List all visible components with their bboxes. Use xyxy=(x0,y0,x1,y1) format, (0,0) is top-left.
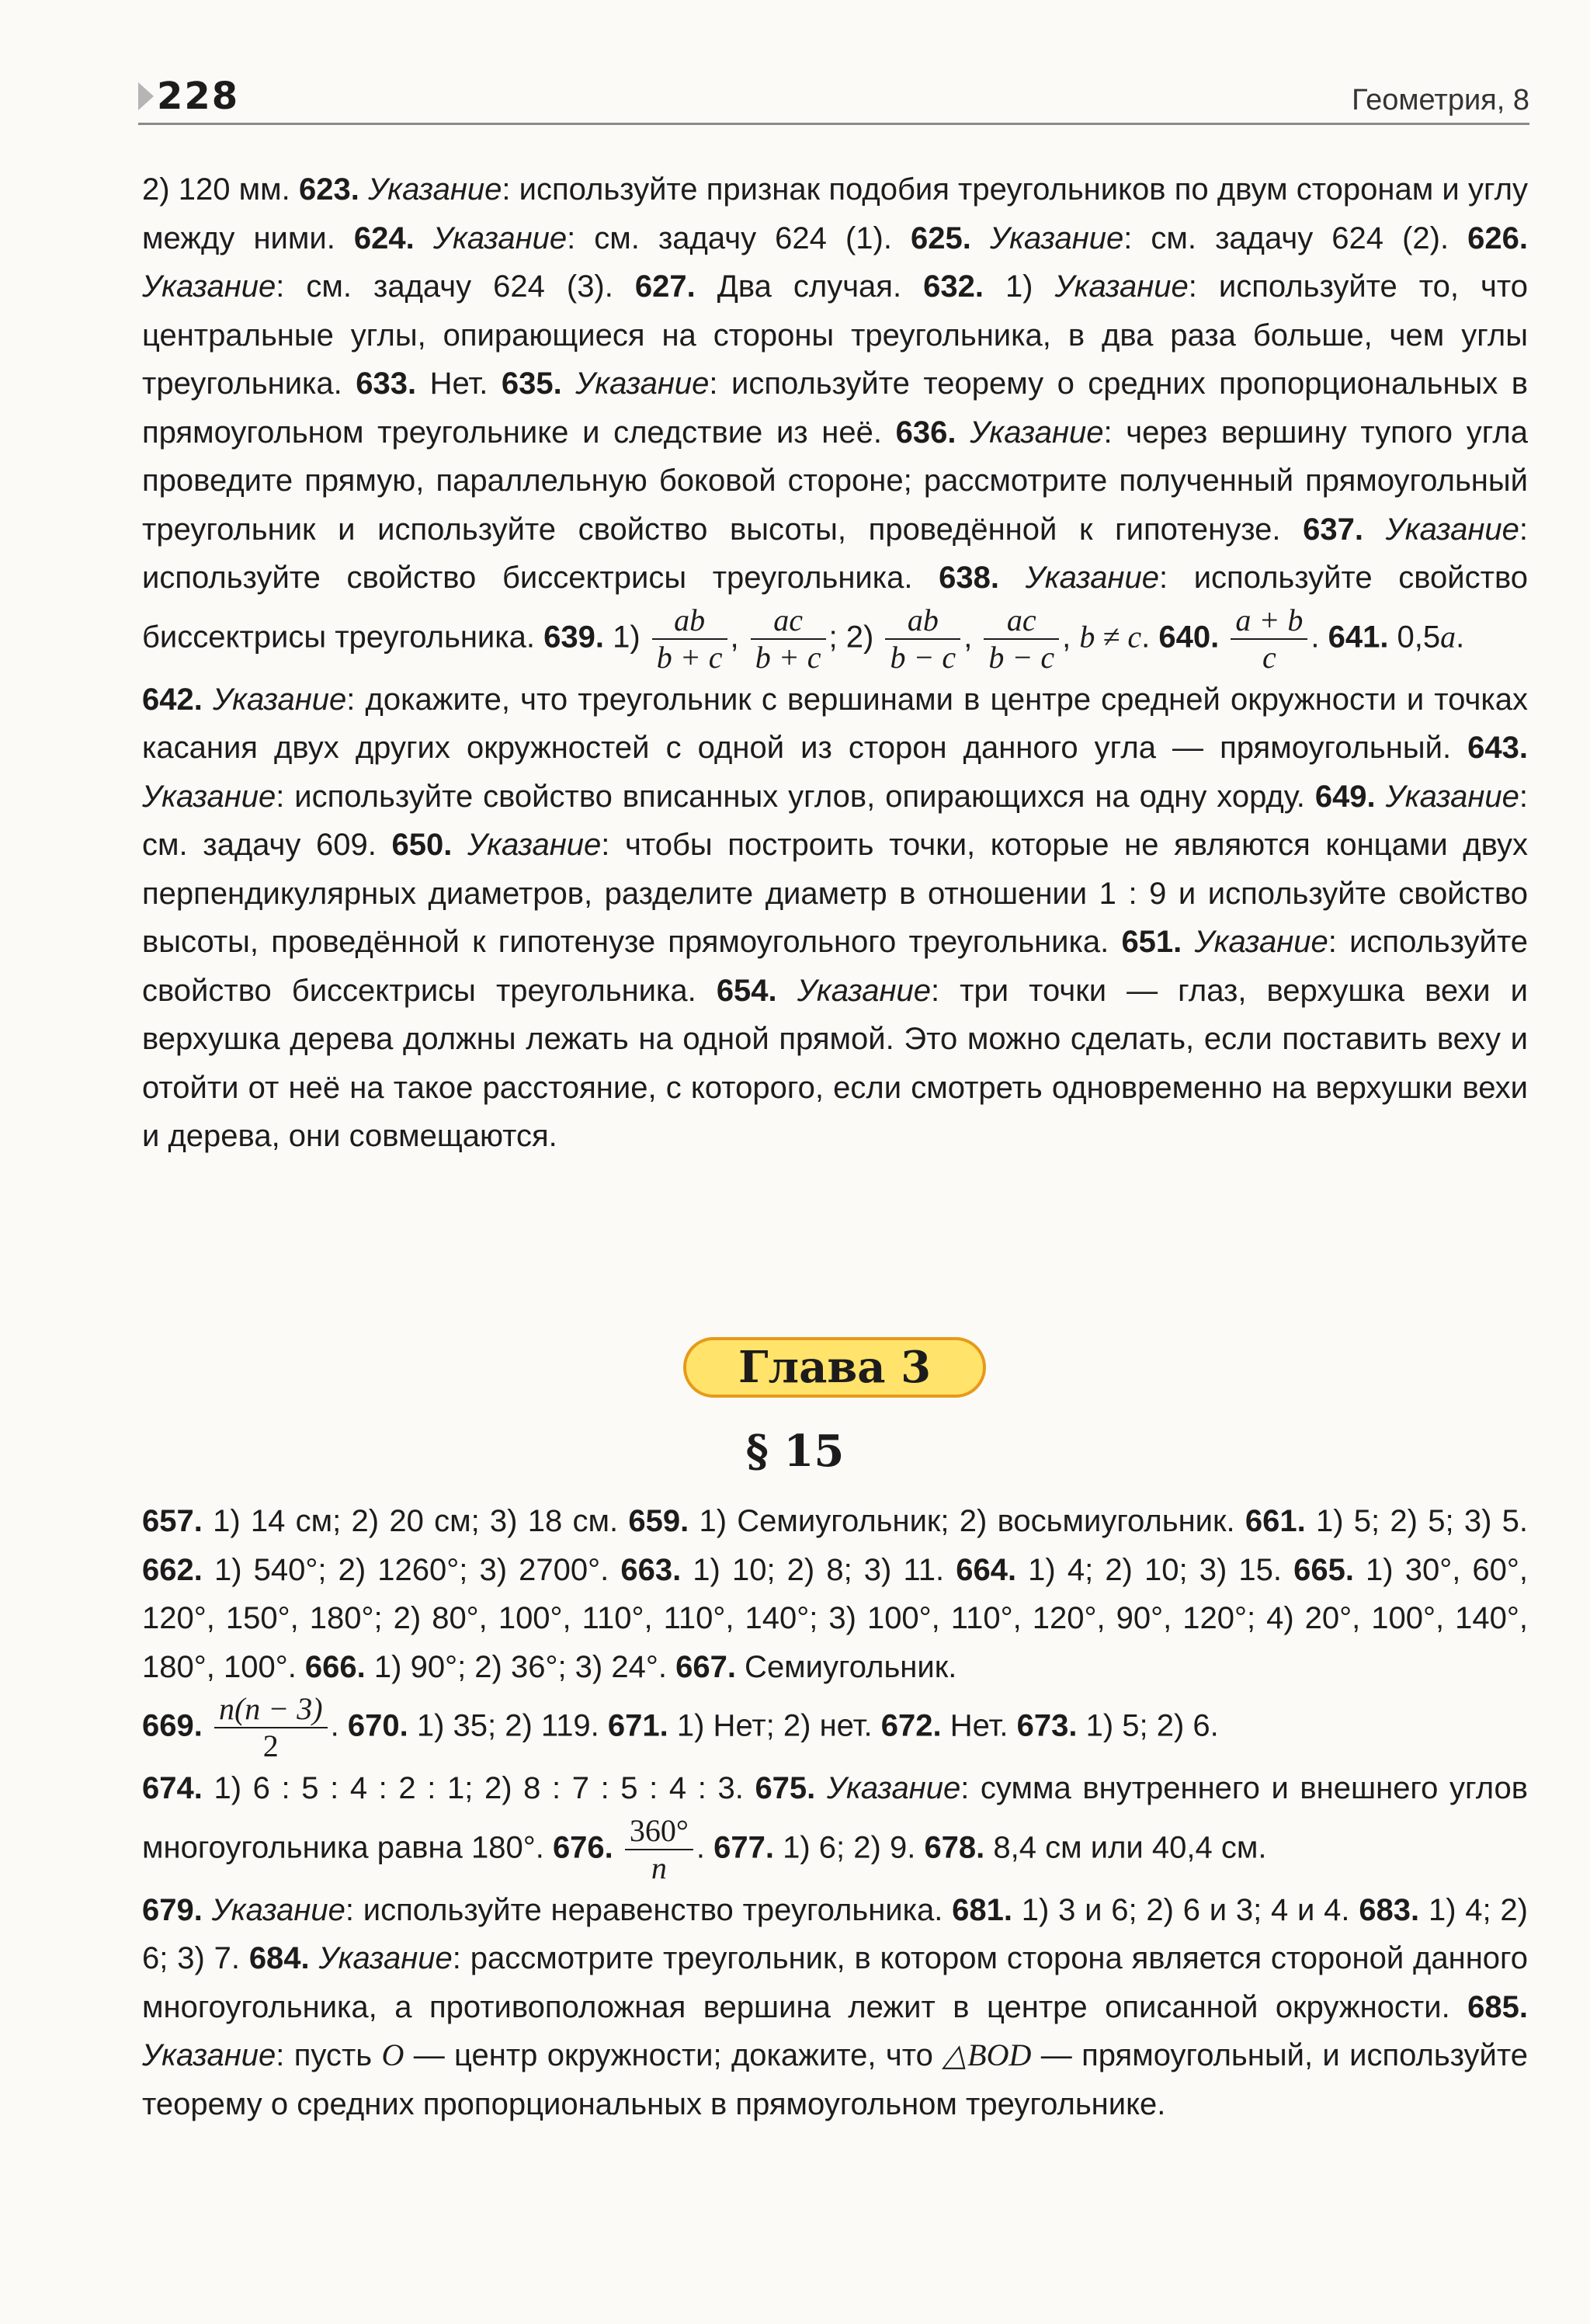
text-run: : используйте свойство вписанных углов, опирающихся на одну хорду. xyxy=(276,779,1315,814)
problem-number: 623. xyxy=(299,172,359,207)
problem-number: 673. xyxy=(1016,1708,1078,1743)
problem-number: 681. xyxy=(952,1892,1013,1927)
text-run: 8,4 см или 40,4 см. xyxy=(984,1830,1267,1865)
paragraph-622-639: 2) 120 мм. 623. Указание: используйте признак подобия треугольников по двум сторонам и углу между ними. 624. Указание: см. задачу 624 (1). 625. Указание: см. задачу 624 (2). 626. Указание: см. задачу 624 (3). 627. Два случая. 632. 1) Указание: используйте то, что центральные углы, опирающиеся на стороны треугольника, в два раза больше, чем углы треугольника. 633. Нет. 635. Указание: используйте теорему о средних пропорциональных в прямоугольном треугольнике и следствие из неё. 636. Указание: через вершину тупого угла проведите прямую, параллельную боковой стороне; рассмотрите полученный прямоугольный треугольник и используйте свойство высоты, проведённой к гипотенузе. 637. Указание: используйте свойство биссектрисы треугольника. 638. Указание: используйте свойство биссектрисы треугольника. 639. 1) $\frac{ab}{b + c}$ , $\frac{ac}{b + c}$ ; 2) $\frac{ab}{b - c}$ , $\frac{ac}{b - c}$ , b ≠ c. 640. $\frac{a + b}{c}$ . 641. 0,5a. xyxy=(142,172,1529,675)
text-run: — центр окружности; докажите, что xyxy=(404,2038,943,2072)
text-run: 1) xyxy=(983,269,1055,304)
problem-number: 626. xyxy=(1467,221,1528,255)
problem-number: 636. xyxy=(895,415,956,450)
variable: a xyxy=(1440,619,1456,655)
problem-number: 678. xyxy=(924,1830,985,1865)
problem-number: 627. xyxy=(634,269,696,304)
page-number: 228 xyxy=(157,75,240,118)
fraction: $\frac{n(n - 3)}{2}$ xyxy=(214,1691,328,1764)
text-run: : через вершину тупого угла проведите прямую, параллельную боковой стороне; рассмотрите полученный прямоугольный треугольник и используйте свойство высоты, проведённой к гипотенузе. xyxy=(142,415,1528,547)
problem-number: 677. xyxy=(713,1830,775,1865)
text-run: 1) Семиугольник; 2) восьмиугольник. xyxy=(689,1504,1245,1538)
problem-number: 665. xyxy=(1293,1552,1354,1587)
text-run: : используйте свойство биссектрисы треугольника. xyxy=(142,925,1528,1008)
hint-label: Указание xyxy=(142,779,276,814)
hint-label: Указание xyxy=(1385,512,1519,547)
problem-number: 676. xyxy=(552,1830,613,1865)
hint-label: Указание xyxy=(142,269,276,304)
problem-number: 624. xyxy=(353,221,415,255)
paragraph-657-667 xyxy=(142,1497,1528,1691)
problem-number: 657. xyxy=(142,1504,203,1538)
fraction: $\frac{ac}{b - c}$ xyxy=(984,603,1059,676)
fraction: $\frac{a + b}{c}$ xyxy=(1231,603,1307,676)
hint-label: Указание xyxy=(1385,779,1519,814)
fraction: $\frac{ab}{b - c}$ xyxy=(885,603,960,676)
text-run: Нет. xyxy=(941,1708,1017,1743)
text-run: : чтобы построить точки, которые не являются концами двух перпендикулярных диаметров, разделите диаметр в отношении 1 : 9 и используйте свойство высоты, проведённой к гипотенузе прямоугольного треугольника. xyxy=(142,828,1529,959)
paragraph-674-678: 674. 1) 6 : 5 : 4 : 2 : 1; 2) 8 : 7 : 5 : 4 : 3. 675. Указание: сумма внутреннего и внешнего углов многоугольника равна 180°. 676. $\frac{360^\circ}{n}$ . 677. 1) 6; 2) 9. 678. 8,4 см или 40,4 см. xyxy=(142,1771,1528,1885)
problem-number: 643. xyxy=(1467,731,1528,765)
problem-number: 675. xyxy=(755,1771,816,1805)
chapter-badge xyxy=(683,1337,986,1398)
hint-label: Указание xyxy=(970,415,1104,450)
paragraph-642-654 xyxy=(142,676,1528,1161)
problem-number: 625. xyxy=(911,221,971,255)
problem-number: 669. xyxy=(142,1708,203,1743)
problem-number: 670. xyxy=(347,1708,408,1743)
hint-label: Указание xyxy=(142,2038,276,2072)
problem-number: 674. xyxy=(142,1771,203,1805)
hint-label: Указание xyxy=(989,221,1124,255)
problem-number: 662. xyxy=(142,1552,203,1587)
hint-label: Указание xyxy=(211,1892,345,1927)
page-number-group xyxy=(138,75,239,118)
text-run: Семиугольник. xyxy=(735,1649,957,1684)
text-run: 1) xyxy=(604,620,649,655)
text-run: : докажите, что треугольник с вершинами в центре средней окружности и точках касания двух других окружностей с одной из сторон данного угла — прямоугольный. xyxy=(142,682,1528,765)
text-run: : используйте свойство биссектрисы треугольника. xyxy=(142,512,1528,595)
hint-label: Указание xyxy=(318,1941,453,1975)
text-run: 1) 3 и 6; 2) 6 и 3; 4 и 4. xyxy=(1012,1892,1359,1927)
text-run: 1) 14 см; 2) 20 см; 3) 18 см. xyxy=(202,1504,629,1538)
text-run: : см. задачу 624 (1). xyxy=(567,221,911,255)
problem-number: 679. xyxy=(142,1892,203,1927)
fraction: $\frac{360^\circ}{n}$ xyxy=(625,1813,693,1886)
problem-number: 659. xyxy=(628,1504,689,1538)
text-run: 1) 6 : 5 : 4 : 2 : 1; 2) 8 : 7 : 5 : 4 : 3. xyxy=(202,1771,755,1805)
problem-number: 650. xyxy=(391,828,453,862)
paragraph-669-673: 669. $\frac{n(n - 3)}{2}$ . 670. 1) 35; 2) 119. 671. 1) Нет; 2) нет. 672. Нет. 673. 1) 5; 2) 6. xyxy=(142,1691,1219,1763)
text-run: — прямоугольный, и используйте теорему о средних пропорциональных в прямоугольном треугольнике. xyxy=(142,2038,1529,2121)
text-run: 1) 5; 2) 6. xyxy=(1077,1708,1219,1743)
text-run: 1) 4; 2) 10; 3) 15. xyxy=(1016,1552,1294,1587)
chapter-title: Глава 3 xyxy=(738,1342,932,1393)
hint-label: Указание xyxy=(1025,561,1159,595)
problem-number: 635. xyxy=(501,366,562,401)
triangle-marker-icon xyxy=(138,82,154,110)
problem-number: 649. xyxy=(1314,779,1376,814)
hint-label: Указание xyxy=(1054,269,1189,304)
triangle-name: △BOD xyxy=(943,2037,1032,2072)
problem-number: 642. xyxy=(142,682,203,717)
problem-number: 671. xyxy=(607,1708,668,1743)
hint-label: Указание xyxy=(212,682,347,717)
text-run: : см. задачу 609. xyxy=(142,779,1528,862)
problem-number: 664. xyxy=(956,1552,1017,1587)
problem-number: 639. xyxy=(543,620,604,655)
problem-number: 672. xyxy=(880,1708,942,1743)
text-run: : используйте то, что центральные углы, опирающиеся на стороны треугольника, в два раза больше, чем углы треугольника. xyxy=(142,269,1528,401)
text-run: 1) 10; 2) 8; 3) 11. xyxy=(681,1552,956,1587)
text-run: : рассмотрите треугольник, в котором сторона является стороной данного многоугольника, а противоположная вершина лежит в центре описанной окружности. xyxy=(142,1941,1528,2024)
fraction: $\frac{ac}{b + c}$ xyxy=(751,603,826,676)
text-run: : см. задачу 624 (2). xyxy=(1123,221,1468,255)
text-run: 1) 4; 2) 6; 3) 7. xyxy=(142,1892,1528,1975)
page-header xyxy=(138,75,1529,129)
problem-number: 684. xyxy=(248,1941,310,1975)
problem-number: 667. xyxy=(675,1649,736,1684)
problem-number: 637. xyxy=(1303,512,1363,547)
fraction: $\frac{ab}{b + c}$ xyxy=(652,603,727,676)
problem-number: 654. xyxy=(716,973,777,1008)
problem-number: 683. xyxy=(1359,1892,1420,1927)
hint-label: Указание xyxy=(797,973,931,1008)
condition: b ≠ c xyxy=(1079,619,1142,655)
text-run: 1) 6; 2) 9. xyxy=(774,1830,925,1865)
section-title: § 15 xyxy=(745,1426,845,1477)
answers-block-bottom xyxy=(142,1497,1528,2128)
problem-number: 632. xyxy=(923,269,984,304)
text-run: Два случая. xyxy=(695,269,924,304)
hint-label: Указание xyxy=(467,828,602,862)
text-run: 2) 120 мм. xyxy=(142,172,299,207)
hint-label: Указание xyxy=(368,172,502,207)
problem-number: 638. xyxy=(939,561,1000,595)
text-run: : используйте неравенство треугольника. xyxy=(345,1892,953,1927)
text-run: : пусть xyxy=(276,2038,382,2072)
text-run: : используйте теорему о средних пропорциональных в прямоугольном треугольнике и следствие из неё. xyxy=(142,366,1529,450)
text-run: 1) 30°, 60°, 120°, 150°, 180°; 2) 80°, 100°, 110°, 110°, 140°; 3) 100°, 110°, 120°, 90°, 120°; 4) 20°, 100°, 140°, 180°, 100°. xyxy=(142,1552,1529,1684)
problem-number: 633. xyxy=(356,366,417,401)
text-run: ; 2) xyxy=(828,620,883,655)
text-run: 1) Нет; 2) нет. xyxy=(668,1708,881,1743)
problem-number: 663. xyxy=(620,1552,682,1587)
problem-number: 651. xyxy=(1121,925,1182,959)
text-run: : используйте свойство биссектрисы треугольника. xyxy=(142,561,1529,655)
hint-label: Указание xyxy=(432,221,568,255)
text-run: Нет. xyxy=(416,366,502,401)
text-run: 1) 5; 2) 5; 3) 5. xyxy=(1305,1504,1529,1538)
text-run: : сумма внутреннего и внешнего углов многоугольника равна 180°. xyxy=(142,1771,1528,1865)
problem-number: 661. xyxy=(1245,1504,1306,1538)
text-run: 1) 540°; 2) 1260°; 3) 2700°. xyxy=(202,1552,621,1587)
variable: O xyxy=(381,2037,404,2072)
hint-label: Указание xyxy=(826,1771,961,1805)
problem-number: 685. xyxy=(1467,1989,1528,2024)
hint-label: Указание xyxy=(575,366,710,401)
text-run: : три точки — глаз, верхушка вехи и верхушка дерева должны лежать на одной прямой. Это можно сделать, если поставить веху и отойти от неё на такое расстояние, с которого, если смотреть одновременно на верхушки вехи и дерева, они совмещаются. xyxy=(142,973,1529,1153)
text-run: : см. задачу 624 (3). xyxy=(276,269,635,304)
text-run: 1) 90°; 2) 36°; 3) 24°. xyxy=(365,1649,676,1684)
problem-number: 640. xyxy=(1158,620,1220,655)
header-rule xyxy=(138,123,1529,125)
hint-label: Указание xyxy=(1194,925,1328,959)
paragraph-679-685 xyxy=(142,1886,1528,2129)
text-run: : используйте признак подобия треугольников по двум сторонам и углу между ними. xyxy=(142,172,1529,255)
problem-number: 666. xyxy=(304,1649,366,1684)
answers-block-top xyxy=(142,165,1528,1161)
running-head: Геометрия, 8 xyxy=(1352,84,1529,116)
problem-number: 641. xyxy=(1328,620,1389,655)
text-run: 0,5 xyxy=(1388,620,1441,655)
text-run: 1) 35; 2) 119. xyxy=(408,1708,608,1743)
